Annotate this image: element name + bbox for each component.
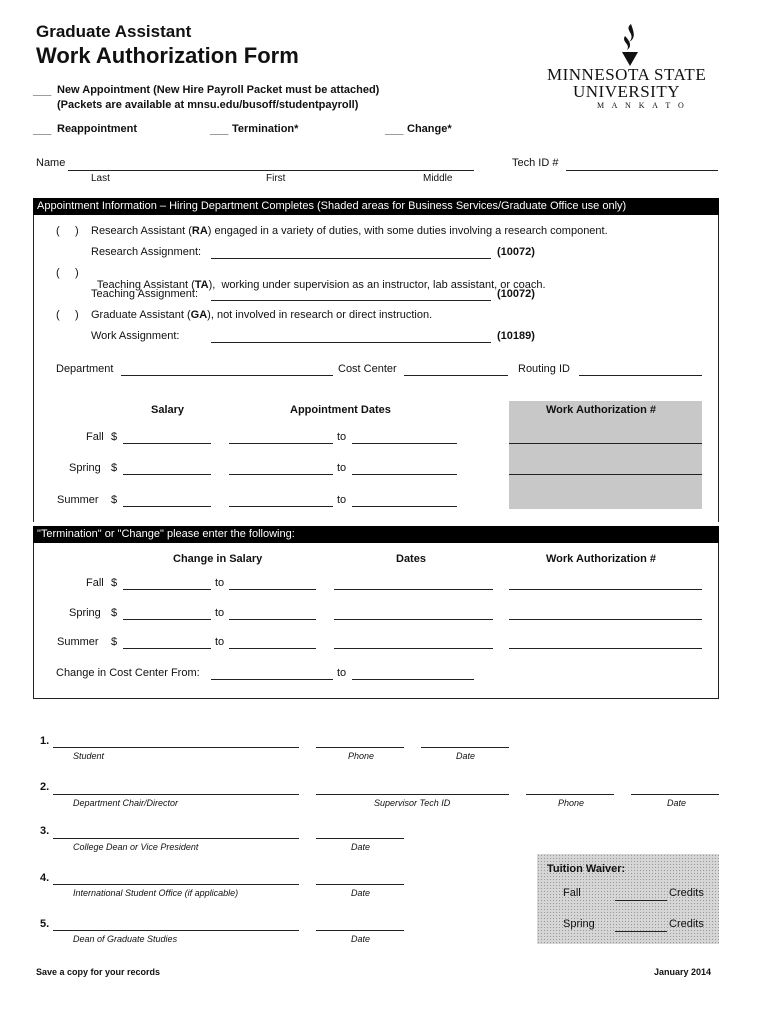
ga-checkbox[interactable]: ( ) bbox=[56, 309, 79, 321]
cost-center-change-label: Change in Cost Center From: bbox=[56, 667, 200, 679]
reappointment-blank[interactable]: ___ bbox=[33, 124, 52, 136]
ra-assignment-label: Research Assignment: bbox=[91, 246, 202, 258]
dept-chair-caption: Department Chair/Director bbox=[73, 798, 179, 808]
change-summer-label: Summer bbox=[57, 636, 99, 648]
change-label: Change* bbox=[407, 123, 452, 135]
intl-office-signature-field[interactable] bbox=[53, 884, 299, 885]
signature-1-number: 1. bbox=[40, 735, 50, 747]
change-spring-dates-field[interactable] bbox=[334, 619, 493, 620]
fall-label: Fall bbox=[86, 431, 104, 443]
signature-2-number: 2. bbox=[40, 781, 50, 793]
cost-center-to: to bbox=[337, 667, 347, 679]
student-phone-caption: Phone bbox=[348, 751, 375, 761]
spring-label: Spring bbox=[69, 462, 101, 474]
supervisor-tech-id-caption: Supervisor Tech ID bbox=[374, 798, 451, 808]
change-fall-label: Fall bbox=[86, 577, 104, 589]
department-label: Department bbox=[56, 363, 114, 375]
fall-dollar: $ bbox=[111, 431, 118, 443]
department-field[interactable] bbox=[121, 375, 333, 376]
student-phone-field[interactable] bbox=[316, 747, 404, 748]
change-spring-work-auth-field[interactable] bbox=[509, 619, 702, 620]
change-summer-to-field[interactable] bbox=[229, 648, 316, 649]
dept-chair-signature-field[interactable] bbox=[53, 794, 299, 795]
student-caption: Student bbox=[73, 751, 105, 761]
change-spring-to: to bbox=[215, 607, 225, 619]
footer-date: January 2014 bbox=[654, 967, 712, 977]
ga-assignment-number: (10189) bbox=[497, 330, 535, 342]
name-label: Name bbox=[36, 157, 66, 169]
reappointment-label: Reappointment bbox=[57, 123, 138, 135]
grad-dean-date-field[interactable] bbox=[316, 930, 404, 931]
appointment-info-header: Appointment Information – Hiring Department Completes (Shaded areas for Business Services/Graduate Office use only) bbox=[33, 198, 719, 215]
fall-salary-field[interactable] bbox=[123, 443, 211, 444]
change-fall-dollar: $ bbox=[111, 577, 118, 589]
ra-checkbox[interactable]: ( ) bbox=[56, 225, 79, 237]
change-fall-dates-field[interactable] bbox=[334, 589, 493, 590]
change-fall-to: to bbox=[215, 577, 225, 589]
ta-assignment-field[interactable] bbox=[211, 300, 491, 301]
ga-description: Graduate Assistant (GA), not involved in research or direct instruction. bbox=[91, 309, 433, 321]
summer-to: to bbox=[337, 494, 347, 506]
ga-assignment-label: Work Assignment: bbox=[91, 330, 180, 342]
college-dean-caption: College Dean or Vice President bbox=[73, 842, 199, 852]
first-caption: First bbox=[266, 173, 286, 184]
change-fall-to-field[interactable] bbox=[229, 589, 316, 590]
tuition-waiver-box bbox=[537, 854, 719, 944]
routing-id-label: Routing ID bbox=[518, 363, 570, 375]
ra-assignment-number: (10072) bbox=[497, 246, 535, 258]
new-appointment-label: New Appointment (New Hire Payroll Packet must be attached) bbox=[57, 84, 380, 96]
termination-change-header: "Termination" or "Change" please enter the following: bbox=[33, 526, 719, 543]
salary-header: Salary bbox=[151, 404, 185, 416]
supervisor-tech-id-field[interactable] bbox=[316, 794, 509, 795]
logo-line-2: UNIVERSITY bbox=[573, 82, 680, 101]
tuition-spring-label: Spring bbox=[563, 918, 595, 930]
spring-dollar: $ bbox=[111, 462, 118, 474]
packets-note: (Packets are available at mnsu.edu/busoff/studentpayroll) bbox=[57, 99, 359, 111]
tuition-fall-label: Fall bbox=[563, 887, 581, 899]
tech-id-field[interactable] bbox=[566, 170, 718, 171]
form-subtitle: Graduate Assistant bbox=[36, 22, 192, 41]
change-summer-dates-field[interactable] bbox=[334, 648, 493, 649]
change-summer-work-auth-field[interactable] bbox=[509, 648, 702, 649]
logo-line-1: MINNESOTA STATE bbox=[547, 65, 707, 84]
cost-center-field[interactable] bbox=[404, 375, 508, 376]
change-dates-header: Dates bbox=[396, 553, 426, 565]
dept-chair-phone-caption: Phone bbox=[558, 798, 585, 808]
ta-assignment-label: Teaching Assignment: bbox=[91, 288, 199, 300]
footer-note: Save a copy for your records bbox=[36, 967, 161, 977]
spring-to: to bbox=[337, 462, 347, 474]
change-work-auth-header: Work Authorization # bbox=[546, 553, 656, 565]
termination-blank[interactable]: ___ bbox=[210, 124, 229, 136]
tuition-waiver-title: Tuition Waiver: bbox=[547, 863, 626, 875]
tuition-spring-credits-field[interactable] bbox=[615, 931, 667, 932]
change-blank[interactable]: ___ bbox=[385, 124, 404, 136]
change-fall-work-auth-field[interactable] bbox=[509, 589, 702, 590]
university-logo bbox=[545, 22, 715, 112]
college-dean-date-caption: Date bbox=[351, 842, 371, 852]
ta-assignment-number: (10072) bbox=[497, 288, 535, 300]
routing-id-field[interactable] bbox=[579, 375, 702, 376]
new-appointment-blank[interactable]: ___ bbox=[33, 85, 52, 97]
fall-to: to bbox=[337, 431, 347, 443]
change-spring-to-field[interactable] bbox=[229, 619, 316, 620]
ra-description: Research Assistant (RA) engaged in a variety of duties, with some duties involving a research component. bbox=[91, 225, 608, 237]
change-in-salary-header: Change in Salary bbox=[173, 553, 263, 565]
termination-label: Termination* bbox=[232, 123, 299, 135]
last-caption: Last bbox=[91, 173, 110, 184]
work-authorization-shaded-area bbox=[509, 401, 702, 509]
change-summer-dollar: $ bbox=[111, 636, 118, 648]
fall-end-date-field[interactable] bbox=[352, 443, 457, 444]
change-spring-from-field[interactable] bbox=[123, 619, 211, 620]
change-summer-to: to bbox=[215, 636, 225, 648]
spring-start-date-field[interactable] bbox=[229, 474, 333, 475]
change-fall-from-field[interactable] bbox=[123, 589, 211, 590]
torch-icon bbox=[615, 22, 645, 66]
spring-salary-field[interactable] bbox=[123, 474, 211, 475]
change-spring-dollar: $ bbox=[111, 607, 118, 619]
ta-checkbox[interactable]: ( ) bbox=[56, 267, 79, 279]
summer-dollar: $ bbox=[111, 494, 118, 506]
form-title: Work Authorization Form bbox=[36, 43, 299, 68]
appointment-dates-header: Appointment Dates bbox=[290, 404, 391, 416]
summer-label: Summer bbox=[57, 494, 99, 506]
cost-center-from-field[interactable] bbox=[211, 679, 333, 680]
spring-end-date-field[interactable] bbox=[352, 474, 457, 475]
grad-dean-date-caption: Date bbox=[351, 934, 371, 944]
dept-chair-date-caption: Date bbox=[667, 798, 687, 808]
work-authorization-header: Work Authorization # bbox=[546, 404, 656, 416]
change-spring-label: Spring bbox=[69, 607, 101, 619]
dept-chair-date-field[interactable] bbox=[631, 794, 719, 795]
fall-work-auth-field[interactable] bbox=[509, 443, 702, 444]
student-date-caption: Date bbox=[456, 751, 476, 761]
change-summer-from-field[interactable] bbox=[123, 648, 211, 649]
summer-end-date-field[interactable] bbox=[352, 506, 457, 507]
signature-5-number: 5. bbox=[40, 918, 50, 930]
intl-office-date-caption: Date bbox=[351, 888, 371, 898]
tuition-fall-credits-field[interactable] bbox=[615, 900, 667, 901]
college-dean-signature-field[interactable] bbox=[53, 838, 299, 839]
ta-description: Teaching Assistant (TA), working under supervision as an instructor, lab assistant, or coach. bbox=[96, 279, 546, 291]
summer-salary-field[interactable] bbox=[123, 506, 211, 507]
middle-caption: Middle bbox=[423, 173, 453, 184]
college-dean-date-field[interactable] bbox=[316, 838, 404, 839]
grad-dean-caption: Dean of Graduate Studies bbox=[73, 934, 178, 944]
fall-start-date-field[interactable] bbox=[229, 443, 333, 444]
intl-office-date-field[interactable] bbox=[316, 884, 404, 885]
signature-3-number: 3. bbox=[40, 825, 50, 837]
intl-office-caption: International Student Office (if applicable) bbox=[73, 888, 239, 898]
ra-assignment-field[interactable] bbox=[211, 258, 491, 259]
tuition-spring-credits-label: Credits bbox=[669, 918, 704, 930]
student-date-field[interactable] bbox=[421, 747, 509, 748]
student-signature-field[interactable] bbox=[53, 747, 299, 748]
tech-id-label: Tech ID # bbox=[512, 157, 559, 169]
cost-center-to-field[interactable] bbox=[352, 679, 474, 680]
name-field[interactable] bbox=[68, 170, 474, 171]
spring-work-auth-field[interactable] bbox=[509, 474, 702, 475]
signature-4-number: 4. bbox=[40, 872, 50, 884]
grad-dean-signature-field[interactable] bbox=[53, 930, 299, 931]
cost-center-label: Cost Center bbox=[338, 363, 397, 375]
ga-assignment-field[interactable] bbox=[211, 342, 491, 343]
summer-start-date-field[interactable] bbox=[229, 506, 333, 507]
dept-chair-phone-field[interactable] bbox=[526, 794, 614, 795]
logo-line-3: M A N K A T O bbox=[597, 101, 687, 110]
tuition-fall-credits-label: Credits bbox=[669, 887, 704, 899]
